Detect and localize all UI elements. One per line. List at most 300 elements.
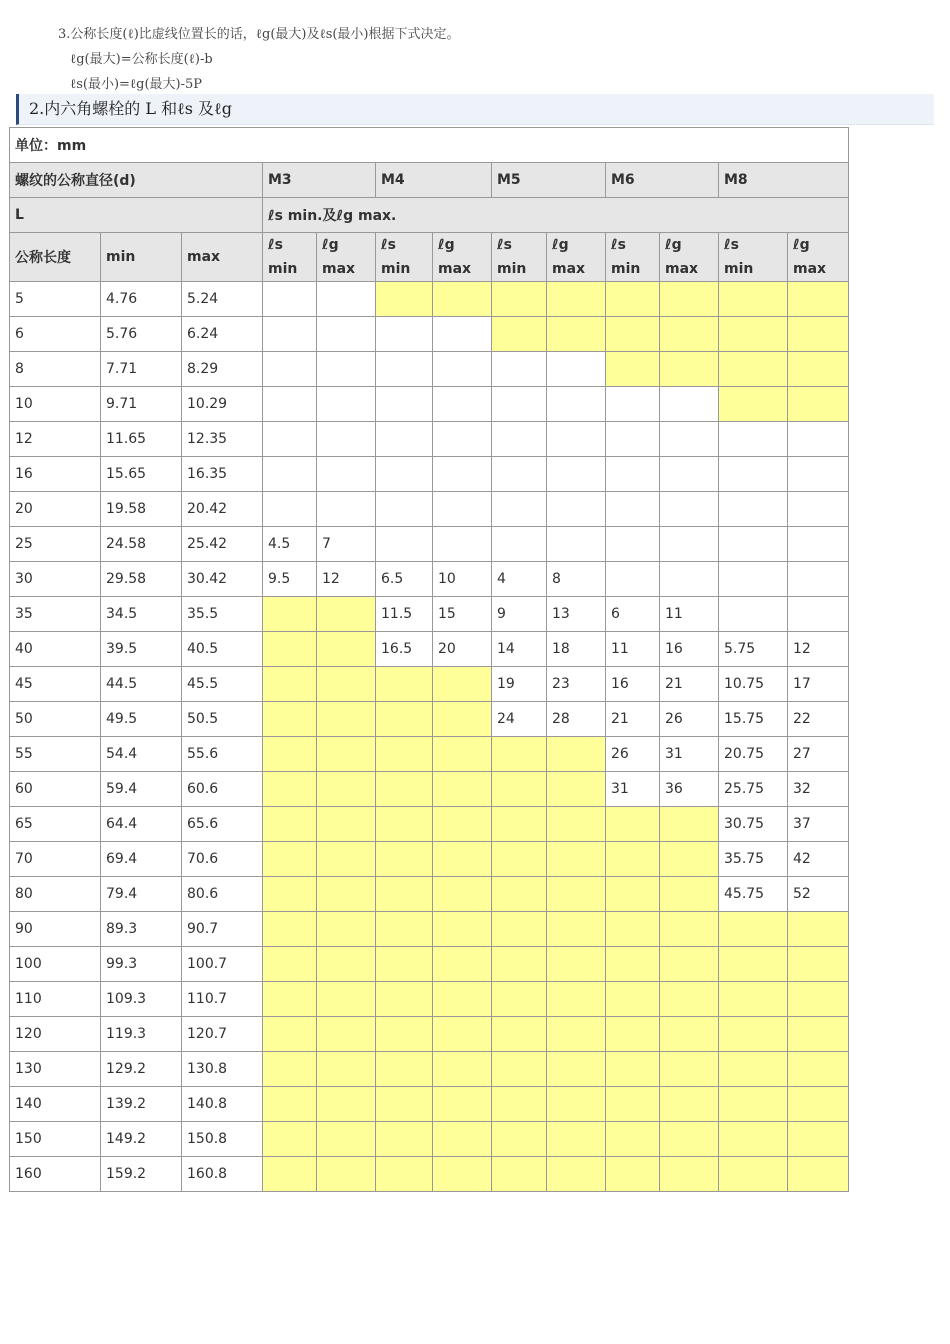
lg-max-cell [547,492,606,527]
table-row [10,667,849,702]
max-header: max [182,233,263,282]
ls-min-cell [492,352,547,387]
ls-min-cell [263,282,317,317]
lg-max-cell [317,737,376,772]
lg-max-cell [433,387,492,422]
lg-max-cell [788,317,849,352]
ls-min-cell: 5.75 [719,632,788,667]
lg-max-cell [660,807,719,842]
lg-max-cell [433,982,492,1017]
lg-max-cell: 42 [788,842,849,877]
lg-max-cell [660,352,719,387]
lg-max-cell [547,947,606,982]
table-row [10,562,849,597]
unit-label: 单位：mm [10,128,849,163]
ls-min-cell [492,527,547,562]
ls-symbol: ℓs [381,237,396,253]
lg-max-cell: 36 [660,772,719,807]
lg-max-cell [433,1122,492,1157]
max-cell: 65.6 [182,807,263,842]
lg-max-cell [660,1122,719,1157]
max-cell: 40.5 [182,632,263,667]
ls-min-cell: 16 [606,667,660,702]
min-cell: 89.3 [101,912,182,947]
ls-min-cell [492,1157,547,1192]
ls-min-cell [719,492,788,527]
ls-min-cell [606,527,660,562]
table-row [10,982,849,1017]
ls-min-cell: 24 [492,702,547,737]
diameter-header: 螺纹的公称直径(d) [10,163,263,198]
lg-max-cell [433,737,492,772]
ls-min-cell [719,1017,788,1052]
lg-max-cell: 12 [788,632,849,667]
lg-max-cell [547,912,606,947]
lg-subheader [433,233,492,282]
lg-max-cell [317,457,376,492]
min-cell: 39.5 [101,632,182,667]
lg-max-cell: 10 [433,562,492,597]
lg-max-cell [547,387,606,422]
bolt-length-table [9,127,849,1192]
max-cell: 70.6 [182,842,263,877]
ls-min-cell [492,1122,547,1157]
section-title: 2.内六角螺栓的 L 和ℓs 及ℓg [16,94,934,125]
ls-min-cell: 35.75 [719,842,788,877]
lg-max-cell [547,807,606,842]
lg-max-cell [788,282,849,317]
lg-max-cell: 23 [547,667,606,702]
ls-min-cell [263,1087,317,1122]
ls-min-cell [376,1157,433,1192]
min-cell: 149.2 [101,1122,182,1157]
ls-min-cell [606,457,660,492]
lg-symbol: ℓg [552,237,569,253]
lg-symbol: ℓg [322,237,339,253]
ls-min-cell [263,1052,317,1087]
nominal-length-cell: 25 [10,527,101,562]
ls-min-cell: 20.75 [719,737,788,772]
lg-max-cell [788,562,849,597]
lg-max-cell [547,1052,606,1087]
ls-min-cell: 14 [492,632,547,667]
lg-max-cell [788,597,849,632]
ls-min-cell [606,912,660,947]
lg-subheader [317,233,376,282]
lg-max-cell [317,877,376,912]
max-cell: 55.6 [182,737,263,772]
max-cell: 25.42 [182,527,263,562]
ls-lg-header: ℓs min.及ℓg max. [263,198,849,233]
ls-min-cell [263,492,317,527]
nominal-length-cell: 70 [10,842,101,877]
note-line-1: 3.公称长度(ℓ)比虚线位置长的话，ℓg(最大)及ℓs(最小)根据下式决定。 [58,27,460,42]
min-cell: 11.65 [101,422,182,457]
min-cell: 4.76 [101,282,182,317]
ls-min-cell [719,317,788,352]
lg-max-cell [660,982,719,1017]
max-cell: 100.7 [182,947,263,982]
max-cell: 80.6 [182,877,263,912]
nominal-length-header: 公称长度 [10,233,101,282]
lg-max-cell [660,492,719,527]
ls-min-cell: 25.75 [719,772,788,807]
max-cell: 45.5 [182,667,263,702]
max-cell: 12.35 [182,422,263,457]
ls-min-cell [263,772,317,807]
ls-min-cell: 9 [492,597,547,632]
lg-max-cell [788,457,849,492]
max-label: max [322,261,356,277]
lg-max-cell: 8 [547,562,606,597]
size-header-m8: M8 [719,163,849,198]
lg-max-cell [660,562,719,597]
table-row [10,317,849,352]
lg-max-cell [547,457,606,492]
nominal-length-cell: 50 [10,702,101,737]
nominal-length-cell: 16 [10,457,101,492]
max-cell: 120.7 [182,1017,263,1052]
min-cell: 44.5 [101,667,182,702]
lg-max-cell [788,1122,849,1157]
lg-symbol: ℓg [438,237,455,253]
lg-max-cell [788,947,849,982]
ls-min-cell [719,387,788,422]
lg-max-cell [433,667,492,702]
ls-min-cell [606,842,660,877]
lg-max-cell: 11 [660,597,719,632]
lg-max-cell [317,807,376,842]
lg-max-cell [788,1087,849,1122]
min-label: min [611,261,641,277]
lg-max-cell [660,842,719,877]
ls-min-cell [263,632,317,667]
ls-min-cell [376,702,433,737]
nominal-length-cell: 80 [10,877,101,912]
nominal-length-cell: 140 [10,1087,101,1122]
ls-min-cell [376,1017,433,1052]
min-cell: 15.65 [101,457,182,492]
lg-max-cell [660,1017,719,1052]
ls-min-cell [606,422,660,457]
table-row [10,527,849,562]
ls-min-cell [376,352,433,387]
lg-max-cell: 37 [788,807,849,842]
ls-min-cell [492,877,547,912]
ls-min-cell [376,877,433,912]
ls-min-cell [606,1017,660,1052]
ls-min-cell [263,667,317,702]
ls-min-cell [606,1087,660,1122]
nominal-length-cell: 40 [10,632,101,667]
lg-max-cell: 7 [317,527,376,562]
ls-min-cell [606,1122,660,1157]
lg-max-cell [433,877,492,912]
ls-min-cell [376,1087,433,1122]
lg-max-cell [433,422,492,457]
ls-min-cell [719,1157,788,1192]
lg-max-cell [317,282,376,317]
lg-max-cell [660,317,719,352]
ls-min-cell [263,982,317,1017]
ls-symbol: ℓs [724,237,739,253]
min-cell: 159.2 [101,1157,182,1192]
ls-min-cell: 26 [606,737,660,772]
ls-min-cell [376,1122,433,1157]
ls-min-cell: 11.5 [376,597,433,632]
ls-min-cell: 21 [606,702,660,737]
ls-min-cell [376,982,433,1017]
ls-min-cell [263,947,317,982]
ls-min-cell [719,597,788,632]
lg-max-cell [433,527,492,562]
lg-max-cell [433,1157,492,1192]
lg-max-cell [547,1122,606,1157]
lg-max-cell [433,492,492,527]
lg-max-cell [317,982,376,1017]
max-cell: 60.6 [182,772,263,807]
nominal-length-cell: 160 [10,1157,101,1192]
max-cell: 110.7 [182,982,263,1017]
lg-max-cell [433,807,492,842]
lg-max-cell [317,842,376,877]
ls-min-cell [492,492,547,527]
ls-min-cell [719,527,788,562]
min-cell: 24.58 [101,527,182,562]
lg-max-cell [433,1087,492,1122]
max-cell: 30.42 [182,562,263,597]
ls-min-cell [492,947,547,982]
max-label: max [438,261,472,277]
max-label: max [552,261,586,277]
ls-min-cell [492,842,547,877]
lg-max-cell [317,1122,376,1157]
min-cell: 34.5 [101,597,182,632]
lg-max-cell: 17 [788,667,849,702]
lg-max-cell [317,387,376,422]
lg-max-cell [788,422,849,457]
ls-min-cell [606,562,660,597]
table-row [10,807,849,842]
lg-max-cell [317,912,376,947]
table-row [10,702,849,737]
lg-max-cell [433,1052,492,1087]
max-cell: 20.42 [182,492,263,527]
ls-min-cell [606,1157,660,1192]
min-cell: 119.3 [101,1017,182,1052]
lg-max-cell [547,737,606,772]
ls-min-cell [606,387,660,422]
nominal-length-cell: 65 [10,807,101,842]
table-row [10,1157,849,1192]
lg-max-cell: 15 [433,597,492,632]
min-cell: 19.58 [101,492,182,527]
ls-min-cell [492,422,547,457]
max-cell: 6.24 [182,317,263,352]
nominal-length-cell: 5 [10,282,101,317]
lg-max-cell: 26 [660,702,719,737]
min-label: min [381,261,411,277]
lg-max-cell [433,352,492,387]
ls-min-cell [263,842,317,877]
size-header-m3: M3 [263,163,376,198]
ls-min-cell [376,772,433,807]
max-cell: 10.29 [182,387,263,422]
lg-max-cell [433,282,492,317]
ls-min-cell [719,982,788,1017]
table-row [10,457,849,492]
lg-max-cell: 22 [788,702,849,737]
note-line-3: ℓs(最小)=ℓg(最大)-5P [70,77,203,92]
ls-min-cell [376,282,433,317]
table-row [10,877,849,912]
table-row [10,632,849,667]
ls-min-cell [719,422,788,457]
lg-max-cell [317,772,376,807]
ls-min-cell [606,982,660,1017]
max-cell: 130.8 [182,1052,263,1087]
lg-max-cell: 13 [547,597,606,632]
ls-min-cell: 16.5 [376,632,433,667]
min-cell: 5.76 [101,317,182,352]
ls-min-cell [376,527,433,562]
min-cell: 29.58 [101,562,182,597]
lg-max-cell [433,1017,492,1052]
ls-min-cell [719,562,788,597]
ls-min-cell: 4 [492,562,547,597]
ls-min-cell [719,457,788,492]
ls-min-cell [492,1087,547,1122]
lg-symbol: ℓg [793,237,810,253]
max-cell: 140.8 [182,1087,263,1122]
ls-min-cell [606,492,660,527]
ls-min-cell [719,912,788,947]
ls-min-cell [263,457,317,492]
ls-min-cell [263,737,317,772]
lg-max-cell [433,842,492,877]
table-row [10,842,849,877]
max-label: max [793,261,827,277]
ls-min-cell [376,667,433,702]
nominal-length-cell: 120 [10,1017,101,1052]
ls-min-cell: 10.75 [719,667,788,702]
lg-max-cell [660,912,719,947]
table-row [10,282,849,317]
ls-min-cell [263,1122,317,1157]
ls-min-cell [263,597,317,632]
ls-subheader [719,233,788,282]
ls-min-cell [263,877,317,912]
nominal-length-cell: 12 [10,422,101,457]
lg-max-cell [788,912,849,947]
ls-min-cell [719,1122,788,1157]
min-cell: 49.5 [101,702,182,737]
size-header-m5: M5 [492,163,606,198]
ls-min-cell [376,737,433,772]
max-cell: 8.29 [182,352,263,387]
lg-max-cell: 31 [660,737,719,772]
nominal-length-cell: 130 [10,1052,101,1087]
ls-min-cell [492,1017,547,1052]
ls-min-cell [719,1052,788,1087]
lg-max-cell [547,772,606,807]
ls-min-cell [719,282,788,317]
ls-min-cell [376,947,433,982]
nominal-length-cell: 45 [10,667,101,702]
lg-subheader [660,233,719,282]
lg-max-cell [788,387,849,422]
lg-max-cell [317,352,376,387]
lg-max-cell [547,422,606,457]
ls-min-cell [376,1052,433,1087]
lg-max-cell [660,457,719,492]
table-row [10,597,849,632]
ls-min-cell [606,877,660,912]
ls-min-cell [376,457,433,492]
lg-max-cell [547,1087,606,1122]
lg-max-cell [317,947,376,982]
ls-min-cell [376,842,433,877]
ls-min-cell [263,387,317,422]
min-cell: 54.4 [101,737,182,772]
ls-min-cell [606,807,660,842]
lg-max-cell [317,1087,376,1122]
nominal-length-cell: 8 [10,352,101,387]
ls-min-cell: 6 [606,597,660,632]
lg-max-cell [547,1017,606,1052]
lg-max-cell [317,422,376,457]
min-label: min [724,261,754,277]
ls-min-cell [376,387,433,422]
lg-max-cell [788,1157,849,1192]
ls-min-cell [263,317,317,352]
ls-min-cell [492,912,547,947]
lg-max-cell [660,877,719,912]
ls-min-cell: 4.5 [263,527,317,562]
lg-max-cell [788,1052,849,1087]
min-cell: 7.71 [101,352,182,387]
min-label: min [268,261,298,277]
lg-max-cell [547,527,606,562]
lg-max-cell [547,352,606,387]
lg-max-cell [547,1157,606,1192]
size-header-m4: M4 [376,163,492,198]
ls-min-cell [263,912,317,947]
nominal-length-cell: 20 [10,492,101,527]
ls-min-cell: 30.75 [719,807,788,842]
ls-min-cell [492,737,547,772]
lg-max-cell [547,877,606,912]
lg-max-cell: 32 [788,772,849,807]
max-cell: 160.8 [182,1157,263,1192]
table-row [10,912,849,947]
nominal-length-cell: 10 [10,387,101,422]
lg-subheader [788,233,849,282]
lg-max-cell: 52 [788,877,849,912]
ls-min-cell [492,807,547,842]
ls-min-cell [263,807,317,842]
lg-max-cell [660,1087,719,1122]
max-cell: 35.5 [182,597,263,632]
lg-max-cell [660,282,719,317]
ls-symbol: ℓs [611,237,626,253]
max-cell: 150.8 [182,1122,263,1157]
max-cell: 16.35 [182,457,263,492]
lg-max-cell [660,1052,719,1087]
ls-min-cell: 31 [606,772,660,807]
nominal-length-cell: 60 [10,772,101,807]
ls-min-cell [492,282,547,317]
